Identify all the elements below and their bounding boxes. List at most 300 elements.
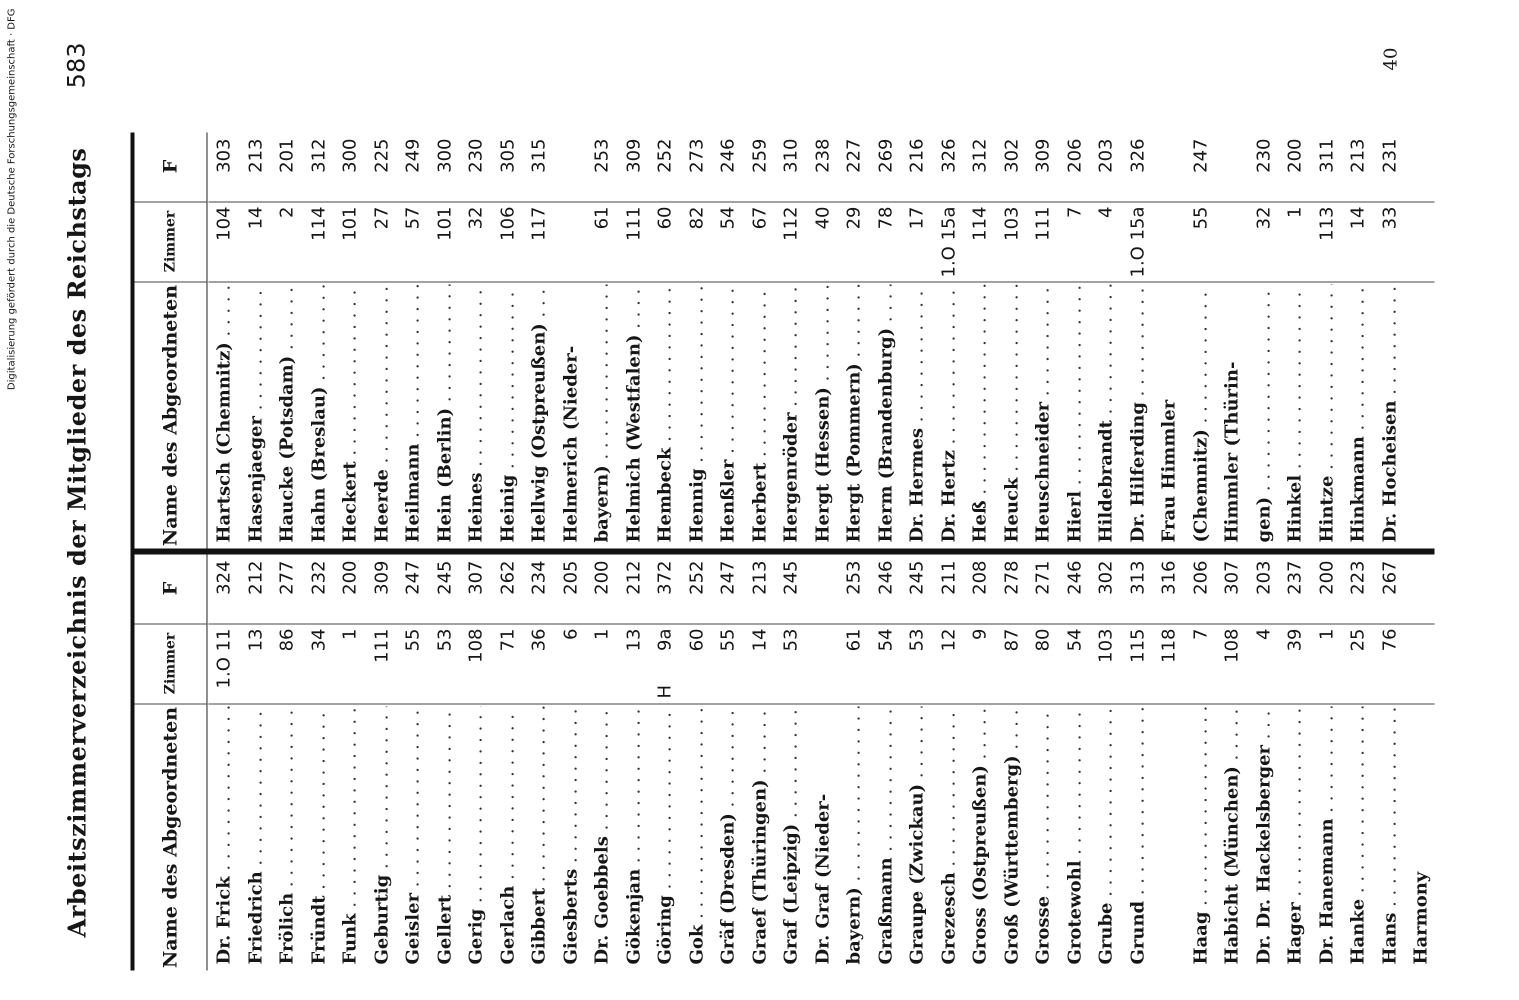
room-prefix: H <box>654 684 675 698</box>
room-number: 32 <box>465 206 486 229</box>
f-number: 245 <box>906 560 927 595</box>
member-name: Hellwig (Ostpreußen) . . . <box>523 284 555 542</box>
room-number: 39 <box>1284 628 1305 651</box>
room-number <box>1153 206 1185 282</box>
table-row <box>523 554 555 970</box>
room-number: 6 <box>559 628 581 640</box>
f-number: 225 <box>370 138 392 173</box>
member-name: Fründt . . . <box>303 706 335 964</box>
table-row <box>1405 554 1437 970</box>
room-number: 14 <box>748 628 770 651</box>
f-number: 200 <box>1284 138 1305 173</box>
f-number: 230 <box>465 138 486 173</box>
member-name: Hinkel . . . <box>1279 284 1311 542</box>
table-left-half <box>134 554 1434 970</box>
room-number: 33 <box>1378 206 1400 229</box>
room-number: 117 <box>528 206 549 241</box>
room-number: 61 <box>591 206 612 229</box>
room-number <box>807 628 839 704</box>
table-row <box>492 554 524 970</box>
table-row <box>366 554 398 970</box>
table-row <box>964 132 996 548</box>
member-name: Hans . . . <box>1374 706 1406 964</box>
room-number: 4 <box>1252 628 1274 640</box>
room-number: 29 <box>843 206 864 229</box>
f-number: 253 <box>843 560 864 595</box>
room-number: 104 <box>213 206 234 241</box>
f-number: 302 <box>1000 138 1022 173</box>
table-row <box>1248 132 1280 548</box>
f-number: 309 <box>1032 138 1053 173</box>
f-number: 201 <box>276 138 297 173</box>
room-number: 1 <box>1284 206 1305 218</box>
room-number: 114 <box>969 206 990 241</box>
f-number: 252 <box>654 138 675 173</box>
member-name: Heckert . . . <box>334 284 366 542</box>
f-number: 249 <box>402 138 423 173</box>
f-number: 247 <box>1189 138 1211 173</box>
member-name: Hasenjaeger . . . <box>240 284 272 542</box>
room-number: 118 <box>1158 628 1179 663</box>
f-number: 269 <box>874 138 896 173</box>
table-row <box>460 132 492 548</box>
table-row <box>1279 132 1311 548</box>
table-row <box>712 132 744 548</box>
member-name: bayern) . . . <box>838 706 870 964</box>
f-number: 326 <box>1126 138 1148 173</box>
member-name: Hein (Berlin) . . . <box>429 284 461 542</box>
table-row <box>744 132 776 548</box>
member-name: bayern) . . . <box>586 284 618 542</box>
table-center-divider <box>134 548 1434 554</box>
room-number: 32 <box>1252 206 1274 229</box>
member-name: Frölich . . . <box>271 706 303 964</box>
table-row <box>1090 132 1122 548</box>
table-row <box>397 554 429 970</box>
room-number: 25 <box>1347 628 1368 651</box>
f-number: 303 <box>213 138 234 173</box>
f-number: 267 <box>1378 560 1400 595</box>
member-name: Hahn (Breslau) . . . <box>303 284 335 542</box>
member-name: Gross (Ostpreußen) . . . <box>964 706 996 964</box>
f-number: 212 <box>244 560 266 595</box>
table-row <box>492 132 524 548</box>
member-name: Dr. Graf (Nieder- <box>811 793 833 964</box>
table-row <box>933 554 965 970</box>
room-number: 87 <box>1000 628 1022 651</box>
room-number: 67 <box>748 206 770 229</box>
member-name: Dr. Frick . . . <box>208 706 240 964</box>
member-name: Hager . . . <box>1279 706 1311 964</box>
member-name: Dr. Hertz . . . <box>933 284 965 542</box>
f-number: 259 <box>748 138 770 173</box>
table-row <box>1311 554 1343 970</box>
f-number: 300 <box>433 138 455 173</box>
member-name: Graupe (Zwickau) . . . <box>901 706 933 964</box>
member-name: Hergt (Pommern) . . . <box>838 284 870 542</box>
member-name: Grotewohl . . . <box>1059 706 1091 964</box>
table-row <box>870 132 902 548</box>
table-row <box>775 132 807 548</box>
f-number: 278 <box>1000 560 1022 595</box>
table-row <box>1090 554 1122 970</box>
table-row <box>1153 132 1185 548</box>
f-number <box>807 560 839 624</box>
f-number: 307 <box>1221 560 1242 595</box>
room-number: 14 <box>244 206 266 229</box>
f-number: 312 <box>969 138 990 173</box>
member-name: Herbert . . . <box>744 284 776 542</box>
table-row <box>1216 132 1248 548</box>
room-number <box>555 206 587 282</box>
member-name: Henßler . . . <box>712 284 744 542</box>
table-row <box>208 132 240 548</box>
f-number: 271 <box>1032 560 1053 595</box>
member-name: Hembeck . . . <box>649 284 681 542</box>
member-name: Harmony <box>1410 871 1431 964</box>
table-row <box>1374 554 1406 970</box>
member-name: Grund . . . <box>1122 706 1154 964</box>
f-number: 252 <box>685 560 707 595</box>
table-row <box>775 554 807 970</box>
member-name: Dr. Hermes . . . <box>901 284 933 542</box>
f-number <box>1405 560 1437 624</box>
room-number: 1 <box>339 628 360 640</box>
room-number: 55 <box>402 628 423 651</box>
room-number: 7 <box>1189 628 1211 640</box>
member-name: Gerlach . . . <box>492 706 524 964</box>
member-name: Funk . . . <box>334 706 366 964</box>
f-number: 208 <box>969 560 990 595</box>
table-row <box>555 132 587 548</box>
room-number: 108 <box>1221 628 1242 663</box>
room-number: 71 <box>496 628 518 651</box>
column-header-name: Name des Abgeordneten <box>159 284 181 546</box>
table-row <box>901 554 933 970</box>
room-number: 112 <box>780 206 801 241</box>
member-name: Gerig . . . <box>460 706 492 964</box>
room-number: 12 <box>937 628 959 651</box>
f-number: 316 <box>1158 560 1179 595</box>
member-name: Gellert . . . <box>429 706 461 964</box>
f-number: 309 <box>370 560 392 595</box>
table-row <box>933 132 965 548</box>
f-number: 200 <box>339 560 360 595</box>
table-header <box>134 554 207 970</box>
member-name: Dr. Goebbels . . . <box>586 706 618 964</box>
room-number: 34 <box>307 628 329 651</box>
room-number: 113 <box>1315 206 1337 241</box>
member-name: Gökenjan . . . <box>618 706 650 964</box>
table-row <box>1059 554 1091 970</box>
f-number: 247 <box>402 560 423 595</box>
table-row <box>240 132 272 548</box>
member-name: Hanke . . . <box>1342 706 1374 964</box>
room-number: 53 <box>433 628 455 651</box>
table-body-right <box>208 132 1405 548</box>
room-number: 14 <box>1347 206 1368 229</box>
member-name: Göring . . . <box>649 706 681 964</box>
member-name: Gok . . . <box>681 706 713 964</box>
table-row <box>1279 554 1311 970</box>
room-number <box>1405 628 1437 704</box>
table-body-left <box>208 554 1437 970</box>
room-number: 1.O 15a <box>1126 206 1148 277</box>
room-number: 115 <box>1126 628 1148 663</box>
room-number: 103 <box>1000 206 1022 241</box>
table-row <box>1185 554 1217 970</box>
member-name: Dr. Hanemann . . . <box>1311 706 1343 964</box>
member-name: Graßmann . . . <box>870 706 902 964</box>
digitization-credit: Digitalisierung gefördert durch die Deutsche Forschungsgemeinschaft · DFG <box>6 8 17 390</box>
table-row <box>1185 132 1217 548</box>
room-number: 111 <box>370 628 392 663</box>
room-number: 57 <box>402 206 423 229</box>
room-number: 55 <box>1189 206 1211 229</box>
column-header-room: Zimmer <box>134 201 206 282</box>
table-header <box>134 132 207 548</box>
f-number: 231 <box>1378 138 1400 173</box>
f-number: 311 <box>1315 138 1337 173</box>
room-number: 1.O 11 <box>213 628 234 688</box>
table-row <box>208 554 240 970</box>
f-number: 246 <box>1063 560 1085 595</box>
table-row <box>1248 554 1280 970</box>
f-number: 227 <box>843 138 864 173</box>
member-name: Hildebrandt . . . <box>1090 284 1122 542</box>
f-number: 200 <box>1315 560 1337 595</box>
table-row <box>996 132 1028 548</box>
room-number: 36 <box>528 628 549 651</box>
table-row <box>1153 554 1185 970</box>
member-name: Giesberts . . . <box>555 706 587 964</box>
table-row <box>240 554 272 970</box>
table-row <box>838 554 870 970</box>
member-name: Hergt (Hessen) . . . <box>807 284 839 542</box>
member-name: (Chemnitz) . . . <box>1185 284 1217 542</box>
room-number: 61 <box>843 628 864 651</box>
member-name: Hinkmann . . . <box>1342 284 1374 542</box>
f-number: 213 <box>244 138 266 173</box>
table-row <box>1216 554 1248 970</box>
f-number: 234 <box>528 560 549 595</box>
member-name: Friedrich . . . <box>240 706 272 964</box>
table-row <box>712 554 744 970</box>
column-header-f: F <box>134 553 206 624</box>
room-number: 108 <box>465 628 486 663</box>
f-number: 223 <box>1347 560 1368 595</box>
column-header-room: Zimmer <box>134 623 206 704</box>
member-name: Helmerich (Nieder- <box>559 345 581 542</box>
member-name: Haucke (Potsdam) . . . <box>271 284 303 542</box>
f-number: 324 <box>213 560 234 595</box>
table-row <box>397 132 429 548</box>
member-name: Habicht (München) . . . <box>1216 706 1248 964</box>
table-row <box>1342 132 1374 548</box>
f-number: 200 <box>591 560 612 595</box>
table-row <box>1122 132 1154 548</box>
f-number: 315 <box>528 138 549 173</box>
member-name: Heilmann . . . <box>397 284 429 542</box>
f-number: 247 <box>717 560 738 595</box>
room-number: 86 <box>276 628 297 651</box>
member-name: Graef (Thüringen) . . . <box>744 706 776 964</box>
f-number: 372 <box>654 560 675 595</box>
f-number: 213 <box>1347 138 1368 173</box>
member-name: Grezesch . . . <box>933 706 965 964</box>
f-number: 205 <box>559 560 581 595</box>
f-number: 206 <box>1063 138 1085 173</box>
f-number: 203 <box>1095 138 1116 173</box>
member-name: Dr. Hilferding . . . <box>1122 284 1154 542</box>
table-row <box>334 554 366 970</box>
room-number: 103 <box>1095 628 1116 663</box>
f-number: 309 <box>622 138 644 173</box>
table-row <box>1059 132 1091 548</box>
f-number: 312 <box>307 138 329 173</box>
room-number: 54 <box>1063 628 1085 651</box>
table-row <box>838 132 870 548</box>
room-number: 1.O 15a <box>937 206 959 277</box>
table-row <box>586 554 618 970</box>
room-directory-table <box>130 132 1434 970</box>
f-number: 300 <box>339 138 360 173</box>
member-name: Frau Himmler <box>1158 399 1179 542</box>
f-number: 211 <box>937 560 959 595</box>
table-row <box>870 554 902 970</box>
room-number: 76 <box>1378 628 1400 651</box>
f-number: 237 <box>1284 560 1305 595</box>
f-number: 310 <box>780 138 801 173</box>
member-name: Heinig . . . <box>492 284 524 542</box>
member-name: Hierl . . . <box>1059 284 1091 542</box>
room-number: 40 <box>811 206 833 229</box>
table-row <box>555 554 587 970</box>
member-name: Dr. Dr. Hackelsberger . . . <box>1248 706 1280 964</box>
page-header <box>62 42 112 972</box>
member-name: Herm (Brandenburg) . . . <box>870 284 902 542</box>
member-name: Graf (Leipzig) . . . <box>775 706 807 964</box>
room-number: 82 <box>685 206 707 229</box>
table-row <box>429 554 461 970</box>
member-name: Dr. Hocheisen . . . <box>1374 284 1406 542</box>
room-number: 7 <box>1063 206 1085 218</box>
f-number: 238 <box>811 138 833 173</box>
f-number: 307 <box>465 560 486 595</box>
room-number: 13 <box>622 628 644 651</box>
column-header-name: Name des Abgeordneten <box>159 706 181 968</box>
member-name: Helmich (Westfalen) . . . <box>618 284 650 542</box>
footer-number: 40 <box>1380 47 1401 70</box>
table-row <box>649 554 681 970</box>
f-number: 245 <box>433 560 455 595</box>
table-row <box>460 554 492 970</box>
room-number: 9 <box>969 628 990 640</box>
page-number: 583 <box>62 42 90 88</box>
table-row <box>681 132 713 548</box>
table-row <box>303 132 335 548</box>
table-row <box>523 132 555 548</box>
f-number: 277 <box>276 560 297 595</box>
column-header-f: F <box>134 131 206 202</box>
table-row <box>807 132 839 548</box>
room-number: 1 <box>591 628 612 640</box>
member-name: Geburtig . . . <box>366 706 398 964</box>
member-name: Hergenröder . . . <box>775 284 807 542</box>
f-number: 262 <box>496 560 518 595</box>
member-name: Himmler (Thürin- <box>1221 361 1242 542</box>
f-number: 213 <box>748 560 770 595</box>
table-row <box>901 132 933 548</box>
member-name: Heerde . . . <box>366 284 398 542</box>
page-title: Arbeitszimmerverzeichnis der Mitglieder des Reichstags <box>62 147 91 937</box>
table-right-half <box>134 132 1434 548</box>
table-row <box>1342 554 1374 970</box>
f-number: 302 <box>1095 560 1116 595</box>
member-name: gen) . . . <box>1248 284 1280 542</box>
table-row <box>586 132 618 548</box>
table-row <box>618 554 650 970</box>
f-number: 246 <box>717 138 738 173</box>
room-number: 114 <box>307 206 329 241</box>
f-number <box>1153 138 1185 202</box>
table-row <box>807 554 839 970</box>
f-number: 206 <box>1189 560 1211 595</box>
room-number: 53 <box>906 628 927 651</box>
table-row <box>964 554 996 970</box>
table-row <box>1122 554 1154 970</box>
f-number: 326 <box>937 138 959 173</box>
f-number <box>555 138 587 202</box>
table-row <box>649 132 681 548</box>
f-number: 253 <box>591 138 612 173</box>
table-row <box>303 554 335 970</box>
table-row <box>1027 554 1059 970</box>
room-number: 60 <box>685 628 707 651</box>
member-name: Geisler . . . <box>397 706 429 964</box>
table-row <box>1027 132 1059 548</box>
f-number: 245 <box>780 560 801 595</box>
room-number: 54 <box>717 206 738 229</box>
member-name: Heuck . . . <box>996 284 1028 542</box>
member-name: Haag . . . <box>1185 706 1217 964</box>
f-number: 246 <box>874 560 896 595</box>
room-number: 111 <box>622 206 644 241</box>
room-number: 101 <box>433 206 455 241</box>
room-number: 2 <box>276 206 297 218</box>
room-number: 1 <box>1315 628 1337 640</box>
member-name <box>1153 706 1185 964</box>
table-row <box>334 132 366 548</box>
f-number: 232 <box>307 560 329 595</box>
table-row <box>366 132 398 548</box>
room-number: 13 <box>244 628 266 651</box>
room-number: 9a <box>654 628 675 651</box>
member-name: Grosse . . . <box>1027 706 1059 964</box>
f-number: 313 <box>1126 560 1148 595</box>
room-number: 78 <box>874 206 896 229</box>
room-number <box>1216 206 1248 282</box>
table-row <box>271 554 303 970</box>
table-row <box>429 132 461 548</box>
f-number: 216 <box>906 138 927 173</box>
room-number: 4 <box>1095 206 1116 218</box>
member-name: Groß (Württemberg) . . . <box>996 706 1028 964</box>
member-name: Gräf (Dresden) . . . <box>712 706 744 964</box>
room-number: 60 <box>654 206 675 229</box>
room-number: 54 <box>874 628 896 651</box>
table-row <box>618 132 650 548</box>
